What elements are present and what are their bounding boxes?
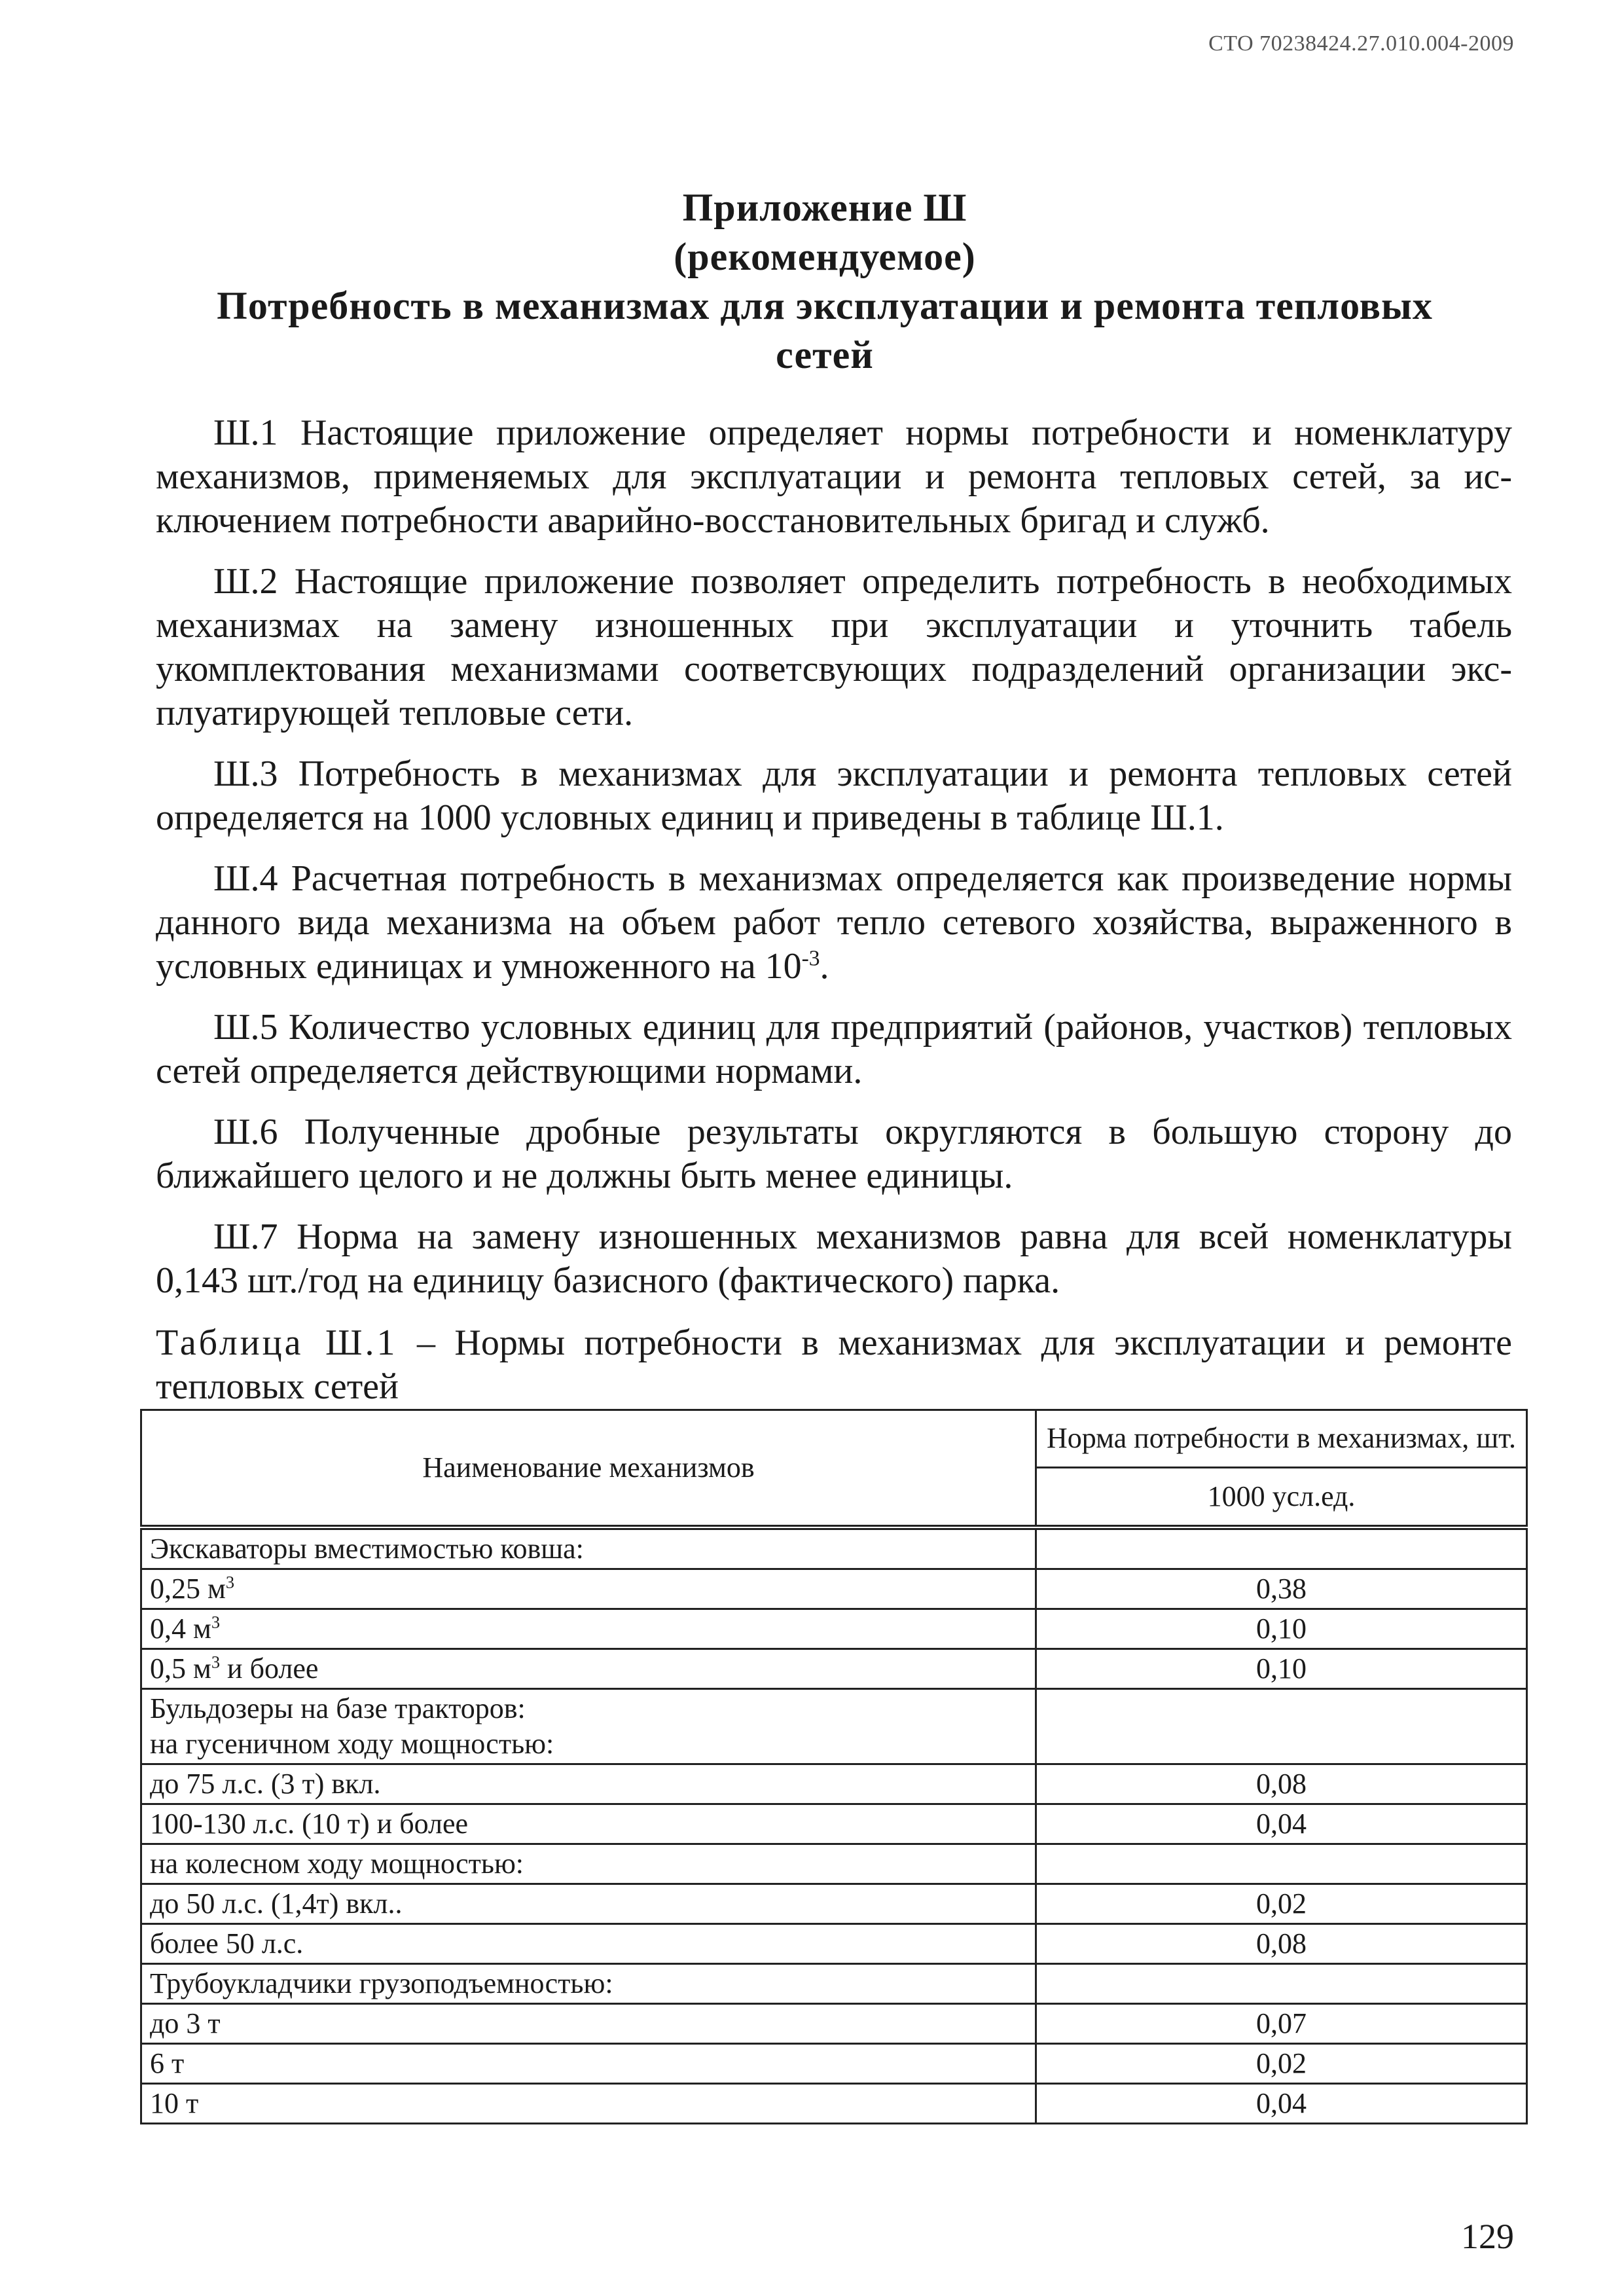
table-row: [141, 1609, 1527, 1649]
appendix-title-line-4: сетей: [776, 333, 874, 376]
appendix-title: [151, 183, 1499, 380]
paragraph-sh4-text: Ш.4 Расчетная потребность в механизмах определяется как произведение нормы данного вида механизма на объем работ тепло сетевого хозяйства, выраженного в условных единицах и умноженного на 10: [156, 858, 1512, 987]
table-cell-name: до 75 л.с. (3 т) вкл.: [141, 1764, 1036, 1804]
table-cell-name: Трубоукладчики грузоподъемностью:: [141, 1964, 1036, 2004]
paragraph-sh1: Ш.1 Настоящие приложение определяет нормы потребности и номенклатуру механизмов, применяемых для эксплуатации и ремонта тепловых сетей, за исключением потребности аварийно-восстановительных бригад и служб.: [156, 412, 1512, 541]
table-cell-value: 0,02: [1036, 2044, 1527, 2084]
row-name-text: 0,4 м: [150, 1613, 211, 1645]
table-cell-value: [1036, 1964, 1527, 2004]
table-cell-name: до 3 т: [141, 2004, 1036, 2044]
cubic-superscript: 3: [211, 1652, 221, 1672]
column-header-unit: 1000 усл.ед.: [1036, 1467, 1527, 1527]
table-row: [141, 2044, 1527, 2084]
page-number: 129: [1461, 2217, 1514, 2256]
table-row: [141, 1649, 1527, 1689]
table-cell-name: более 50 л.с.: [141, 1924, 1036, 1964]
table-cell-value: [1036, 1527, 1527, 1569]
table-cell-name: [141, 1569, 1036, 1609]
row-name-line: на гусеничном ходу мощностью:: [150, 1728, 554, 1760]
paragraph-sh5: Ш.5 Количество условных единиц для предприятий (районов, участков) тепловых сетей определяется действующими нормами.: [156, 1007, 1512, 1091]
table-cell-name: на колесном ходу мощностью:: [141, 1844, 1036, 1884]
paragraph-sh2: Ш.2 Настоящие приложение позволяет определить потребность в необходимых механизмах на замену изношенных при эксплуатации и уточнить табель укомплектования механизмами соответсвующих подразделений организации эксплуатирующей тепловые сети.: [156, 561, 1512, 733]
paragraph-sh7: Ш.7 Норма на замену изношенных механизмов равна для всей номенклатуры 0,143 шт./год на единицу базисного (фактического) парка.: [156, 1216, 1512, 1301]
table-cell-value: 0,08: [1036, 1764, 1527, 1804]
table-cell-name: [141, 1689, 1036, 1764]
table-cell-name: Экскаваторы вместимостью ковша:: [141, 1527, 1036, 1569]
cubic-superscript: 3: [225, 1572, 235, 1592]
table-caption-label: Таблица Ш.1: [156, 1322, 398, 1363]
table-row: [141, 1569, 1527, 1609]
table-cell-value: [1036, 1844, 1527, 1884]
table-cell-value: [1036, 1689, 1527, 1764]
table-row: [141, 1804, 1527, 1844]
row-name-text: 0,5 м: [150, 1652, 211, 1685]
appendix-title-line-1: Приложение Ш: [682, 186, 967, 229]
row-name-suffix: и более: [220, 1652, 319, 1685]
cubic-superscript: 3: [211, 1612, 221, 1632]
table-row: [141, 2084, 1527, 2124]
paragraph-sh4-exponent: -3: [801, 946, 820, 971]
table-row: [141, 1884, 1527, 1924]
table-row: [141, 1844, 1527, 1884]
table-cell-name: [141, 1649, 1036, 1689]
norms-table: [140, 1409, 1528, 2124]
table-header-row: [141, 1410, 1527, 1468]
table-row: [141, 1764, 1527, 1804]
table-caption: [156, 1321, 1512, 1409]
table-cell-value: 0,04: [1036, 2084, 1527, 2124]
table-cell-value: 0,08: [1036, 1924, 1527, 1964]
table-cell-value: 0,07: [1036, 2004, 1527, 2044]
appendix-body: [156, 411, 1512, 1320]
table-cell-name: 10 т: [141, 2084, 1036, 2124]
appendix-title-line-3: Потребность в механизмах для эксплуатации и ремонта тепловых: [217, 284, 1433, 327]
appendix-title-line-2: (рекомендуемое): [674, 235, 976, 278]
paragraph-sh4: [156, 857, 1512, 989]
paragraph-sh4-end: .: [820, 946, 829, 987]
table-cell-value: 0,10: [1036, 1609, 1527, 1649]
table-cell-name: до 50 л.с. (1,4т) вкл..: [141, 1884, 1036, 1924]
table-cell-value: 0,04: [1036, 1804, 1527, 1844]
table-row: [141, 1527, 1527, 1569]
table-row: [141, 1924, 1527, 1964]
table-cell-name: [141, 1609, 1036, 1649]
table-cell-value: 0,02: [1036, 1884, 1527, 1924]
table-caption-text: – Нормы потребности в механизмах для эксплуатации и ремонте тепловых сетей: [156, 1322, 1512, 1407]
column-header-norm: Норма потребности в механизмах, шт.: [1036, 1410, 1527, 1468]
document-code-header: СТО 70238424.27.010.004-2009: [1208, 31, 1514, 56]
table-row: [141, 2004, 1527, 2044]
table-row: [141, 1689, 1527, 1764]
row-name-line: Бульдозеры на базе тракторов:: [150, 1692, 526, 1724]
column-header-mechanism-name: Наименование механизмов: [141, 1410, 1036, 1528]
table-cell-value: 0,10: [1036, 1649, 1527, 1689]
row-name-text: 0,25 м: [150, 1573, 226, 1605]
table-row: [141, 1964, 1527, 2004]
paragraph-sh3: Ш.3 Потребность в механизмах для эксплуатации и ремонта тепловых сетей определяется на 1000 условных единиц и приведены в таблице Ш.1.: [156, 754, 1512, 838]
table-cell-name: 6 т: [141, 2044, 1036, 2084]
table-cell-name: 100-130 л.с. (10 т) и более: [141, 1804, 1036, 1844]
paragraph-sh6: Ш.6 Полученные дробные результаты округляются в большую сторону до ближайшего целого и не должны быть менее единицы.: [156, 1112, 1512, 1196]
table-cell-value: 0,38: [1036, 1569, 1527, 1609]
